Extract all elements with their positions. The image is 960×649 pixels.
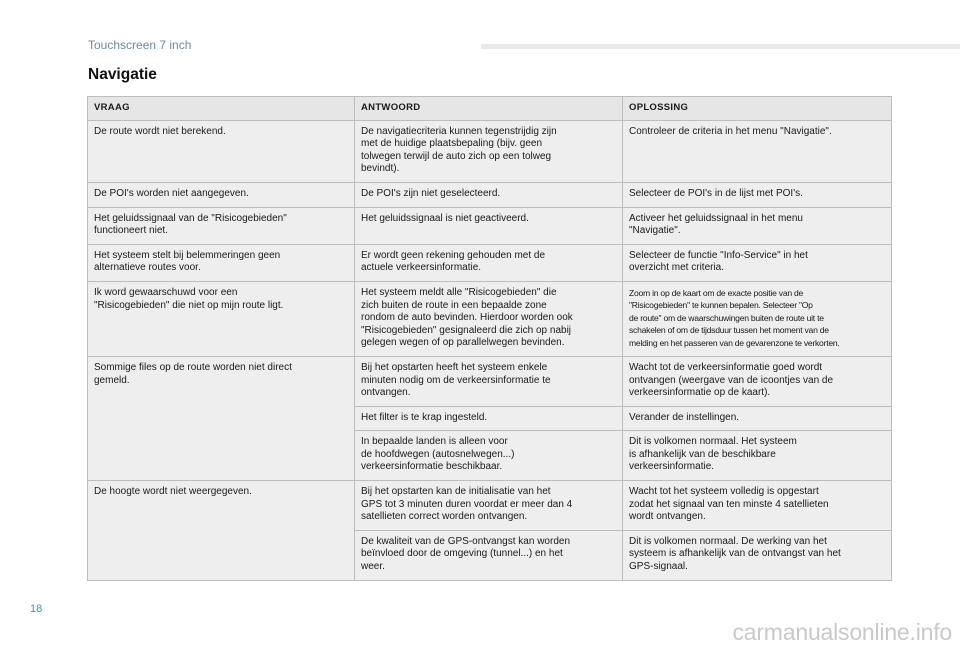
watermark: carmanualsonline.info <box>732 619 952 645</box>
solution-cell <box>623 244 892 281</box>
table-row <box>88 244 892 281</box>
answer-text: Bij het opstarten kan de initialisatie van het GPS tot 3 minuten duren voordat er meer dan 4 satellieten correct worden ontvangen. <box>361 486 573 523</box>
solution-cell <box>623 431 892 481</box>
column-header-question: VRAAG <box>88 97 355 121</box>
solution-cell <box>623 530 892 580</box>
solution-text: Verander de instellingen. <box>629 411 740 423</box>
answer-text: Het filter is te krap ingesteld. <box>361 411 488 423</box>
solution-text: Dit is volkomen normaal. Het systeem is afhankelijk van de beschikbare verkeersinformatie. <box>629 436 797 473</box>
answer-cell <box>355 530 623 580</box>
question-text: De hoogte wordt niet weergegeven. <box>94 486 252 498</box>
question-text: Ik word gewaarschuwd voor een "Risicogebieden" die niet op mijn route ligt. <box>94 286 284 311</box>
section-header-label: Touchscreen 7 inch <box>88 38 192 52</box>
header-divider-bar <box>481 44 960 49</box>
solution-cell <box>623 182 892 207</box>
solution-cell <box>623 120 892 182</box>
answer-cell <box>355 281 623 356</box>
answer-text: Het geluidssignaal is niet geactiveerd. <box>361 212 529 224</box>
question-text: De POI's worden niet aangegeven. <box>94 187 249 199</box>
solution-text: Zoom in op de kaart om de exacte positie van de "Risicogebieden" te kunnen bepalen. Selecteer "Op de route" om de waarschuwingen buiten de route uit te schakelen of om de tijdsduur tussen het moment van de melding en het passeren van de gevarenzone te verkorten. <box>629 287 840 348</box>
answer-text: Er wordt geen rekening gehouden met de actuele verkeersinformatie. <box>361 249 546 274</box>
question-cell <box>88 207 355 244</box>
answer-cell <box>355 244 623 281</box>
table-row <box>88 481 892 531</box>
solution-text: Dit is volkomen normaal. De werking van het systeem is afhankelijk van de ontvangst van het GPS-signaal. <box>629 535 841 573</box>
solution-text: Wacht tot het systeem volledig is opgestart zodat het signaal van ten minste 4 satellieten wordt ontvangen. <box>629 486 829 523</box>
answer-text: De POI's zijn niet geselecteerd. <box>361 187 501 199</box>
solution-text: Activeer het geluidssignaal in het menu "Navigatie". <box>629 212 803 237</box>
answer-cell <box>355 431 623 481</box>
table-row <box>88 207 892 244</box>
solution-text: Selecteer de POI's in de lijst met POI's. <box>629 187 803 199</box>
question-text: De route wordt niet berekend. <box>94 125 226 137</box>
answer-cell <box>355 182 623 207</box>
answer-cell <box>355 481 623 531</box>
question-cell <box>88 356 355 480</box>
table-row <box>88 356 892 406</box>
answer-cell <box>355 406 623 431</box>
question-text: Sommige files op de route worden niet direct gemeld. <box>94 361 292 386</box>
answer-text: In bepaalde landen is alleen voor de hoofdwegen (autosnelwegen...) verkeersinformatie beschikbaar. <box>361 436 515 473</box>
question-cell <box>88 244 355 281</box>
question-cell <box>88 182 355 207</box>
solution-cell <box>623 281 892 356</box>
answer-text: De kwaliteit van de GPS-ontvangst kan worden beïnvloed door de omgeving (tunnel...) en het weer. <box>361 535 570 573</box>
answer-cell <box>355 120 623 182</box>
answer-cell <box>355 207 623 244</box>
question-text: Het geluidssignaal van de "Risicogebieden" functioneert niet. <box>94 212 287 237</box>
answer-text: Het systeem meldt alle "Risicogebieden" die zich buiten de route in een bepaalde zone rondom de auto bevinden. Hierdoor worden ook "Risicogebieden" gesignaleerd die zich op nabij gelegen wegen of op parallelwegen bevinden. <box>361 286 573 349</box>
answer-text: Bij het opstarten heeft het systeem enkele minuten nodig om de verkeersinformatie te ontvangen. <box>361 361 551 399</box>
page-title: Navigatie <box>88 66 157 83</box>
solution-cell <box>623 356 892 406</box>
troubleshooting-table <box>87 96 892 581</box>
question-cell <box>88 281 355 356</box>
solution-cell <box>623 207 892 244</box>
column-header-answer: ANTWOORD <box>355 97 623 121</box>
question-text: Het systeem stelt bij belemmeringen geen alternatieve routes voor. <box>94 249 281 274</box>
table-row <box>88 182 892 207</box>
answer-cell <box>355 356 623 406</box>
question-cell <box>88 120 355 182</box>
table-header-row <box>88 97 892 121</box>
question-cell <box>88 481 355 581</box>
table-row <box>88 120 892 182</box>
solution-cell <box>623 481 892 531</box>
column-header-solution: OPLOSSING <box>623 97 892 121</box>
solution-text: Wacht tot de verkeersinformatie goed wordt ontvangen (weergave van de icoontjes van de verkeersinformatie op de kaart). <box>629 361 834 399</box>
solution-text: Selecteer de functie "Info-Service" in het overzicht met criteria. <box>629 249 808 274</box>
answer-text: De navigatiecriteria kunnen tegenstrijdig zijn met de huidige plaatsbepaling (bijv. geen tolwegen terwijl de auto zich op een tolweg bevindt). <box>361 125 557 175</box>
solution-text: Controleer de criteria in het menu "Navigatie". <box>629 125 832 137</box>
table-body <box>88 120 892 580</box>
solution-cell <box>623 406 892 431</box>
table-row <box>88 281 892 356</box>
page-number: 18 <box>30 603 43 615</box>
